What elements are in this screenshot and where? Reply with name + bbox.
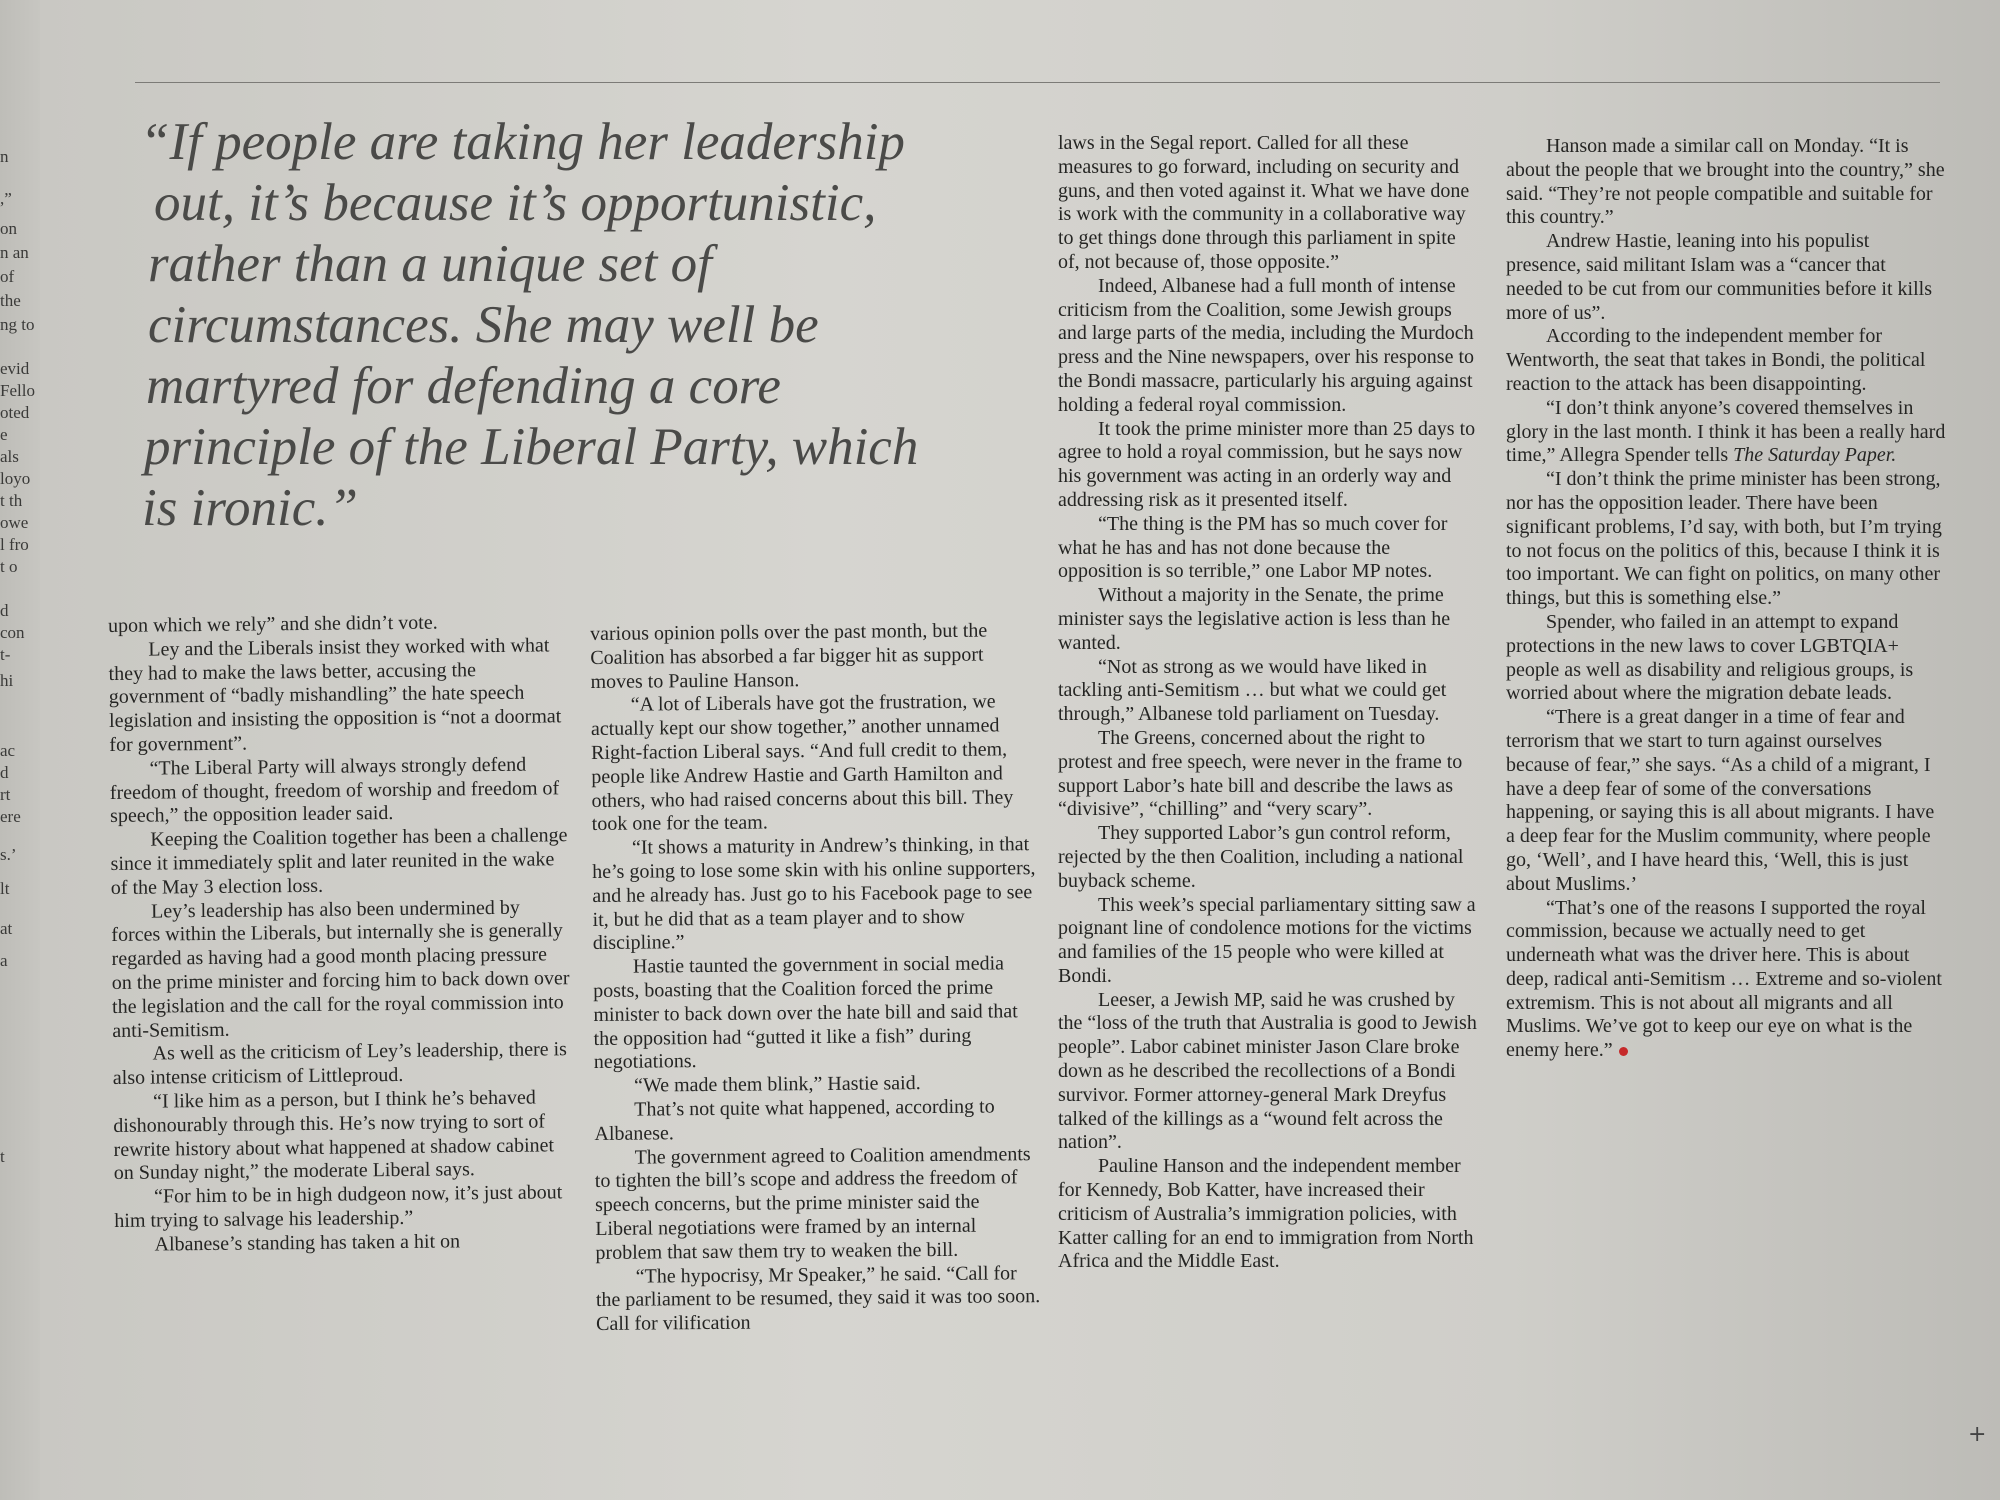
article-column-3 (1058, 132, 1478, 1274)
paragraph: “A lot of Liberals have got the frustration, we actually kept our show together,” another unnamed Right-faction Liberal says. “And full credit to them, people like Andrew Hastie and Garth Hamilton and others, who had raised concerns about this bill. They took one for the team. (590, 690, 1014, 836)
previous-page-text-fragment: ere (0, 807, 21, 826)
previous-page-text-fragment: con (0, 623, 25, 642)
previous-page-text-fragment: t (0, 1147, 5, 1166)
previous-page-text-fragment: n an (0, 243, 29, 262)
previous-page-edge (0, 0, 40, 1500)
previous-page-text-fragment: n (0, 147, 9, 166)
previous-page-text-fragment: ng to (0, 315, 35, 334)
pull-quote (140, 112, 990, 539)
paragraph: Andrew Hastie, leaning into his populist presence, said militant Islam was a “cancer that needed to be cut from our communities before it kills more of us”. (1506, 230, 1932, 324)
paragraph: Without a majority in the Senate, the prime minister says the legislative action is less than he wanted. (1058, 584, 1451, 654)
previous-page-text-fragment: owe (0, 513, 29, 532)
paragraph-text: “I don’t think anyone’s covered themselves in glory in the last month. I think it has been a really hard time,” Allegra Spender tells (1506, 396, 1946, 467)
paragraph: Leeser, a Jewish MP, said he was crushed by the “loss of the truth that Australia is good to Jewish people”. Labor cabinet minister Jason Clare broke down as he described the recollections of a Bondi survivor. Former attorney-general Mark Dreyfus talked of the killings as a “wound felt across the nation”. (1058, 988, 1477, 1154)
publication-title: The Saturday Paper. (1733, 444, 1897, 467)
previous-page-text-fragment: loyo (0, 469, 31, 488)
previous-page-text-fragment: evid (0, 359, 30, 378)
paragraph: “For him to be in high dudgeon now, it’s just about him trying to salvage his leadership.” (114, 1181, 563, 1232)
previous-page-text-fragment: s.’ (0, 845, 17, 864)
previous-page-text-fragment: d (0, 763, 9, 782)
paragraph: That’s not quite what happened, according to Albanese. (594, 1095, 995, 1145)
paragraph: Albanese’s standing has taken a hit on (154, 1230, 461, 1256)
top-rule (135, 82, 1940, 83)
paragraph: Ley’s leadership has also been undermined by forces within the Liberals, but internally she is generally regarded as having had a good month placing pressure on the prime minister and forcing him to back down over the legislation and the call for the royal commission into anti-Semitism. (111, 896, 570, 1042)
previous-page-text-fragment: l fro (0, 535, 29, 554)
paragraph: As well as the criticism of Ley’s leadership, there is also intense criticism of Littleproud. (112, 1038, 568, 1090)
paragraph: “The thing is the PM has so much cover for what he has and has not done because the opposition is so terrible,” one Labor MP notes. (1058, 512, 1448, 583)
pull-quote-line: out, it’s because it’s opportunistic, (154, 174, 877, 232)
previous-page-text-fragment: a (0, 951, 8, 970)
paragraph: Hanson made a similar call on Monday. “It is about the people that we brought into the country,” she said. “They’re not people compatible and suitable for this country.” (1506, 135, 1945, 229)
paragraph: According to the independent member for Wentworth, the seat that takes in Bondi, the political reaction to the attack has been disappointing. (1506, 325, 1926, 395)
paragraph: Indeed, Albanese had a full month of intense criticism from the Coalition, some Jewish groups and large parts of the media, including the Murdoch press and the Nine newspapers, over his response to the Bondi massacre, particularly his arguing against holding a federal royal commission. (1058, 274, 1475, 416)
previous-page-text-fragment: t o (0, 557, 18, 576)
paragraph: Keeping the Coalition together has been a challenge since it immediately split and later reunited in the wake of the May 3 election loss. (110, 824, 568, 899)
paragraph: “I like him as a person, but I think he’s behaved dishonourably through this. He’s now trying to sort of rewrite history about what happened at shadow cabinet on Sunday night,” the moderate Liberal says. (113, 1086, 555, 1185)
previous-page-text-fragment: d (0, 601, 9, 620)
previous-page-text-fragment: t th (0, 491, 23, 510)
paragraph: Ley and the Liberals insist they worked with what they had to make the laws better, accusing the government of “badly mishandling” the hate speech legislation and insisting the opposition is “not a doormat for government”. (108, 634, 562, 756)
previous-page-text-fragment: on (0, 219, 17, 238)
paragraph: Spender, who failed in an attempt to expand protections in the new laws to cover LGBTQIA+ people as well as disability and religious groups, is worried about where the migration debate leads. (1506, 610, 1914, 705)
paragraph: Pauline Hanson and the independent member for Kennedy, Bob Katter, have increased their criticism of Australia’s immigration policies, with Katter calling for an end to immigration from North Africa and the Middle East. (1058, 1155, 1474, 1273)
paragraph: It took the prime minister more than 25 days to agree to hold a royal commission, but he says now his government was acting in an orderly way and addressing risk as it presented itself. (1058, 417, 1476, 511)
paragraph: The government agreed to Coalition amendments to tighten the bill’s scope and address the freedom of speech concerns, but the prime minister said the Liberal negotiations were framed by an internal problem that saw them try to weaken the bill. (594, 1142, 1031, 1264)
paragraph: This week’s special parliamentary sitting saw a poignant line of condolence motions for the victims and families of the 15 people who were killed at Bondi. (1058, 893, 1476, 987)
paragraph: upon which we rely” and she didn’t vote. (108, 611, 438, 637)
paragraph (1506, 897, 1946, 1064)
previous-page-text-fragment: hi (0, 671, 14, 690)
pull-quote-line: martyred for defending a core (146, 357, 781, 415)
pull-quote-line: is ironic.” (142, 479, 358, 537)
previous-page-text-fragment: ac (0, 741, 16, 760)
previous-page-text-fragment: rt (0, 785, 11, 804)
previous-page-text-fragment: at (0, 919, 13, 938)
paragraph: “Not as strong as we would have liked in tackling anti-Semitism … but what we could get through,” Albanese told parliament on Tuesday. (1058, 655, 1447, 726)
paragraph: “There is a great danger in a time of fear and terrorism that we start to turn against ourselves because of fear,” she says. “As a child of a migrant, I have a deep fear of some of the conversations happening, or saying this is all about migrants. I have a deep fear for the Muslim community, where people go, ‘Well’, and I have heard this, ‘Well, this is just about Muslims.’ (1506, 706, 1935, 895)
previous-page-text-fragment: the (0, 291, 21, 310)
paragraph: “The hypocrisy, Mr Speaker,” he said. “Call for the parliament to be resumed, they said it was too soon. Call for vilification (595, 1261, 1041, 1336)
paragraph: The Greens, concerned about the right to protest and free speech, were never in the frame to support Labor’s hate bill and describe the laws as “divisive”, “chilling” and “very scary”. (1058, 726, 1463, 821)
paragraph: various opinion polls over the past month, but the Coalition has absorbed a far bigger hit as support moves to Pauline Hanson. (590, 619, 988, 693)
paragraph: “We made them blink,” Hastie said. (633, 1072, 921, 1097)
previous-page-text-fragment: t- (0, 645, 11, 664)
previous-page-text-fragment: oted (0, 403, 30, 422)
previous-page-text-fragment: als (0, 447, 19, 466)
end-of-article-mark (1619, 1047, 1628, 1056)
previous-page-text-fragment: e (0, 425, 8, 444)
article-column-2 (590, 619, 1041, 1337)
previous-page-text-fragment: ,” (0, 189, 12, 208)
previous-page-text-fragment: lt (0, 879, 10, 898)
previous-page-text-fragment: of (0, 267, 15, 286)
pull-quote-line: “If people are taking her leadership (140, 113, 905, 171)
newspaper-page (40, 0, 2000, 1500)
paragraph: “The Liberal Party will always strongly defend freedom of thought, freedom of worship and freedom of speech,” the opposition leader said. (109, 753, 560, 828)
paragraph: “I don’t think the prime minister has been strong, nor has the opposition leader. There have been significant problems, I’d say, with both, but I’m trying to not focus on the politics of this, because I think it is too important. We can fight on politics, on many other things, but this is something else.” (1506, 468, 1942, 610)
paragraph: Hastie taunted the government in social media posts, boasting that the Coalition forced the prime minister to back down over the hate bill and said that the opposition had “gutted it like a fish” during negotiations. (593, 952, 1018, 1074)
pull-quote-line: rather than a unique set of (148, 235, 712, 293)
paragraph: They supported Labor’s gun control reform, rejected by the then Coalition, including a national buyback scheme. (1058, 822, 1464, 892)
paragraph (1506, 397, 1946, 468)
pull-quote-line: circumstances. She may well be (148, 296, 819, 354)
previous-page-text-fragment: Fello (0, 381, 35, 400)
article-column-1 (108, 610, 575, 1257)
registration-mark: + (1968, 1422, 1987, 1447)
paragraph: laws in the Segal report. Called for all these measures to go forward, including on security and guns, and then voted against it. What we have done is work with the community in a collaborative way to get things done through this parliament in spite of, not because of, those opposite.” (1058, 132, 1470, 273)
pull-quote-line: principle of the Liberal Party, which (144, 418, 919, 476)
paragraph-text: “That’s one of the reasons I supported the royal commission, because we actually need to get underneath what was the driver here. This is about deep, radical anti-Semitism … Extreme and so-violent extremism. This is not about all migrants and all Muslims. We’ve got to keep our eye on what is the enemy here.” (1506, 896, 1942, 1062)
article-column-4 (1506, 135, 1946, 1063)
paragraph: “It shows a maturity in Andrew’s thinking, in that he’s going to lose some skin with his online supporters, and he already has. Just go to his Facebook page to see it, but he did that as a team player and to show discipline.” (592, 833, 1036, 955)
